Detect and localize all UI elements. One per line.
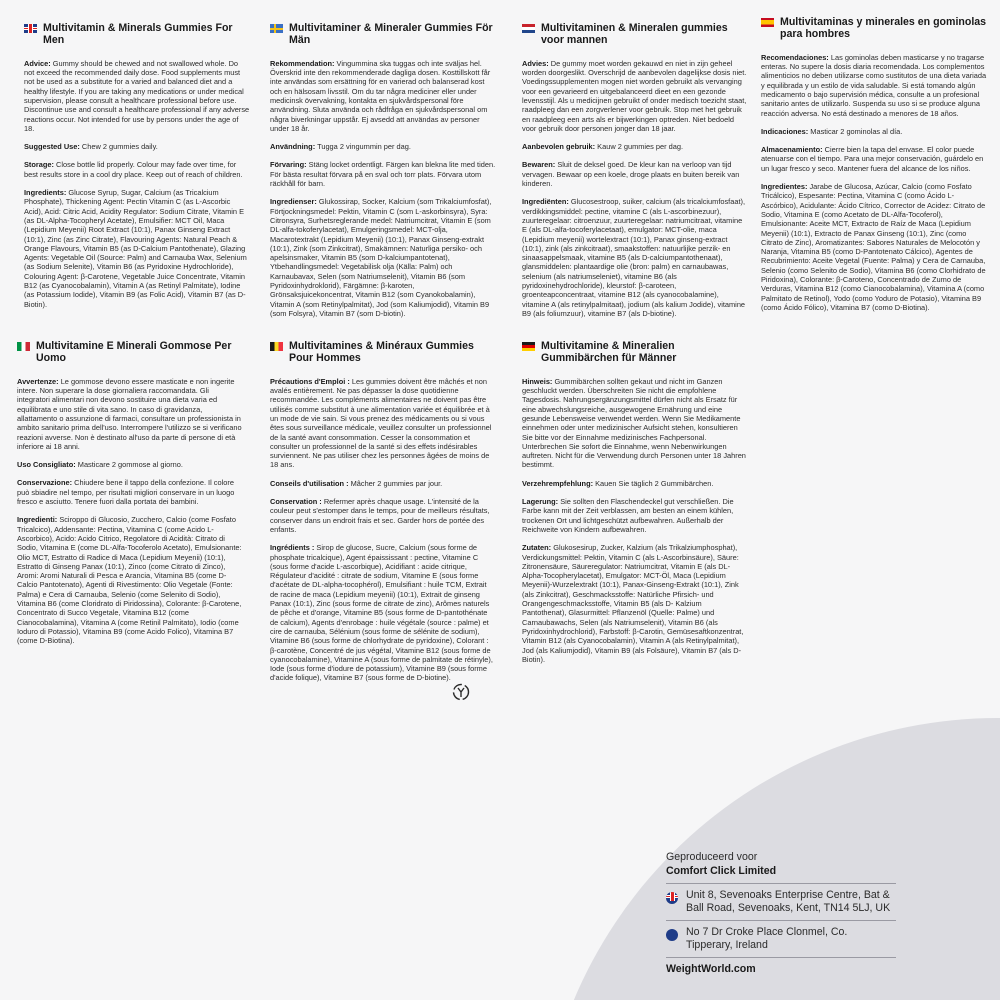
section-title: Multivitamin & Minerals Gummies For Men bbox=[43, 22, 233, 47]
storage-label: Storage: bbox=[24, 160, 54, 170]
storage-label: Conservation : bbox=[270, 497, 322, 507]
advice-text: Les gummies doivent être mâchés et non avalés entièrement. Ne pas dépasser la dose quotidienne recommandée. Les compléments alimentaires ne doivent pas être utilisés comme substitut à une alimentation variée et équilibrée et à un mode de vie sain. Si vous prenez des médicaments ou si vous êtes sous surveillance médicale, veuillez consulter un professionnel de la santé avant consommation. Cesser la consommation et consulter un professionnel de la santé si des effets indésirables surviennent. Ne pas utiliser chez les personnes âgées de moins de 18 ans. bbox=[270, 376, 492, 470]
storage-text: Sluit de deksel goed. De kleur kan na verloop van tijd vervagen. Bewaar op een koele, droge plaats en buiten bereik van kinderen. bbox=[522, 160, 740, 189]
use-text: Mâcher 2 gummies par jour. bbox=[350, 478, 443, 488]
germany-flag-icon bbox=[522, 342, 535, 351]
section-sv bbox=[270, 22, 496, 327]
ingredients-text: Glucose Syrup, Sugar, Calcium (as Tricalcium Phosphate), Thickening Agent: Pectin Vitamin C (as L-Ascorbic Acid), Acid: Citric Acid, Acidity Regulator: Sodium Citrate, Vitamin E (as DL-Alpha-Tocopheryl Acetate), Emulsifier: MCT Oil, Maca (Lepidium Meyenii) Root Extract (10:1), Panax Ginseng Extract (10:1), Zinc (as Zinc Citrate), Flavouring Agents: Natural Peach & Orange Flavours, Vitamin B5 (as D-Calcium Pantothenate), Glazing Agents: Vegetable Oil (Source: Palm) and Carnauba Wax, Selenium (as Sodium Selenite), Vitamin B6 (as Pyridoxine Hydrochloride), Colouring Agent: β-Carotene, Vegetable Juice Concentrate, Vitamin B12 (as Cyanocobalamin), Vitamin A (as Retinyl Palmitate), Iodine (as Potassium Iodide), Vitamin B9 (as Folic Acid), Vitamin B7 (as D- Biotin). bbox=[24, 188, 247, 309]
advice-paragraph bbox=[17, 377, 243, 451]
ingredients-label: Ingredienser: bbox=[270, 197, 317, 207]
ingredients-paragraph bbox=[522, 197, 748, 318]
use-label: Verzehrempfehlung: bbox=[522, 478, 594, 488]
use-label: Användning: bbox=[270, 142, 316, 152]
uk-flag-icon bbox=[24, 24, 37, 33]
advice-text: Gummibärchen sollten gekaut und nicht im Ganzen geschluckt werden. Überschreiten Sie nicht die empfohlene Tagesdosis. Nahrungsergänzungsmittel dürfen nicht als Ersatz für eine abwechslungsreiche, ausgewogene Ernährung und eine gesunde Lebensweise verwendet werden. Wenn Sie Medikamente einnehmen oder unter medizinischer Aufsicht stehen, konsultieren Sie bitte vor der Einnahme medizinisches Fachpersonal. Unterbrechen Sie sofort die Einnahme, wenn Nebenwirkungen auftreten. Nicht für die Verwendung durch Personen unter 18 Jahren bestimmt. bbox=[522, 376, 746, 470]
use-label: Aanbevolen gebruik: bbox=[522, 142, 596, 152]
use-label: Uso Consigliato: bbox=[17, 460, 76, 470]
ingredients-label: Ingredienti: bbox=[17, 515, 58, 525]
advice-paragraph bbox=[270, 59, 496, 133]
advice-label: Avvertenze: bbox=[17, 376, 59, 386]
spain-flag-icon bbox=[761, 18, 774, 27]
advice-label: Advice: bbox=[24, 58, 51, 68]
storage-paragraph bbox=[270, 497, 496, 534]
address-uk-text: Unit 8, Sevenoaks Enterprise Centre, Bat & Ball Road, Sevenoaks, Kent, TN14 5LJ, UK bbox=[686, 889, 891, 914]
ingredients-label: Ingrédients : bbox=[270, 543, 315, 553]
storage-label: Lagerung: bbox=[522, 497, 559, 507]
use-label: Indicaciones: bbox=[761, 126, 809, 136]
ingredients-paragraph bbox=[522, 543, 748, 664]
advice-paragraph bbox=[522, 59, 748, 133]
storage-text: Chiudere bene il tappo della confezione. Il colore può sbiadire nel tempo, per risultati migliori conservare in un luogo fresco e asciutto. Tenere fuori dalla portata dei bambini. bbox=[17, 478, 235, 507]
section-fr bbox=[270, 340, 496, 692]
use-paragraph bbox=[761, 127, 987, 136]
section-header bbox=[522, 340, 748, 365]
ingredients-paragraph bbox=[17, 515, 243, 645]
use-text: Chew 2 gummies daily. bbox=[81, 142, 158, 152]
advice-text: Las gominolas deben masticarse y no tragarse enteras. No supere la dosis diaria recomendada. Los complementos alimenticios no deben utilizarse como sustitutos de una dieta variada y equilibrada y un estilo de vida saludable. Si está tomando algún medicamento o bajo supervisión médica, consulte a un profesional sanitario antes de utilizarlo. Suspenda su uso si se produce alguna reacción adversa. No está destinado a menores de 18 años. bbox=[761, 52, 987, 118]
website-link[interactable]: WeightWorld.com bbox=[666, 963, 756, 975]
divider bbox=[666, 883, 896, 884]
advice-label: Rekommendation: bbox=[270, 58, 335, 68]
advice-text: De gummy moet worden gekauwd en niet in zijn geheel worden doorgeslikt. Overschrijd de aanbevolen dagelijkse dosis niet. Voedingssupplementen mogen niet worden gebruikt als vervanging voor een gevarieerd en uitgebalanceerd dieet en een gezonde levensstijl. Als u medicijnen gebruikt of onder medisch toezicht staat, raadpleeg dan een zorgverlener voor gebruik. Stop met het gebruik en raadpleeg een arts als er bijwerkingen optreden. Niet bedoeld voor gebruik door personen jonger dan 18 jaar. bbox=[522, 58, 747, 133]
address-ie-text: No 7 Dr Croke Place Clonmel, Co. Tipperary, Ireland bbox=[686, 926, 848, 951]
address-uk bbox=[666, 889, 896, 915]
eu-flag-icon bbox=[666, 929, 678, 941]
use-text: Kauen Sie täglich 2 Gummibärchen. bbox=[595, 478, 714, 488]
ingredients-text: Sciroppo di Glucosio, Zucchero, Calcio (come Fosfato Tricalcico), Addensante: Pectina, Vitamina C (come Acido L-Ascorbico), Acido: Acido Citrico, Regolatore di Acidità: Citrato di Sodio, Vitamina E (come DL-Alfa-Tocoferolo Acetato), Emulsionante: Olio MCT, Estratto di Radice di Maca (Lepidium Meyenii) (10:1), Estratto di Ginseng Panax (10:1), Zinco (come Citrato di Zinco), Aromi: Aromi Naturali di Pesca e Arancia, Vitamina B5 (come D-Calcio Pantotenato), Agenti di Rivestimento: Olio Vegetale (Fonte: Palma) e Cera di Carnauba, Selenio (come Selenito di Sodio), Vitamina B6 (come Cloridrato di Piridossina), Colorante: β-Carotene, Concentrato di Succo Vegetale, Vitamina B12 (come Cianocobalamina), Vitamina A (come Retinil Palmitato), Iodio (come Ioduro di Potassio), Vitamina B9 (come Acido Folico), Vitamina B7 (come D-Biotina). bbox=[17, 515, 242, 646]
ingredients-paragraph bbox=[24, 188, 250, 309]
ingredients-text: Glucosestroop, suiker, calcium (als tricalciumfosfaat), verdikkingsmiddel: pectine, vitamine C (als L-ascorbinezuur), zuurteregelaar: citroenzuur, zuurteregelaar: natriumcitraat, vitamine E (als DL-alfa-tocoferylacetaat), emulgator: MCT-olie, maca (Lepidium meyenii) wortelextract (10:1), Panax ginseng-extract (10:1), zink (als zinkcitraat), smaakstoffen: natuurlijke perzik- en sinaasappelsmaak, vitamine B5 (als D-calciumpantothenaat), glansmiddelen: plantaardige olie (bron: palm) en carnaubawas, selenium (als natriumseleniet), vitamine B6 (als pyridoxinehydrochloride), kleurstof: β-caroteen, groenteapconcentraat, vitamine B12 (als cyanocobalamine), vitamine A (als retinylpalmitaat), jodium (als kalium Jodide), vitamine B9 (als foliumzuur), vitamine B7 (als D-biotine). bbox=[522, 197, 746, 318]
storage-label: Conservazione: bbox=[17, 478, 73, 488]
storage-paragraph bbox=[24, 160, 250, 179]
ingredients-label: Ingrediënten: bbox=[522, 197, 569, 207]
advice-paragraph bbox=[270, 377, 496, 470]
use-paragraph bbox=[24, 142, 250, 151]
use-paragraph bbox=[522, 142, 748, 151]
use-paragraph bbox=[270, 479, 496, 488]
section-header bbox=[270, 22, 496, 47]
advice-paragraph bbox=[522, 377, 748, 470]
section-title: Multivitamines & Minéraux Gummies Pour Hommes bbox=[289, 340, 474, 365]
ingredients-paragraph bbox=[270, 543, 496, 682]
company-name: Comfort Click Limited bbox=[666, 865, 777, 877]
section-header bbox=[24, 22, 250, 47]
storage-label: Bewaren: bbox=[522, 160, 556, 170]
italy-flag-icon bbox=[17, 342, 30, 351]
advice-text: Gummy should be chewed and not swallowed whole. Do not exceed the recommended daily dose. Food supplements must not be used as a substitute for a varied and balanced diet and a healthy lifestyle. If you are taking any medications or under medical supervision, please consult a healthcare professional before use. Discontinue use and consult a healthcare professional if any adverse reactions occur. Not intended for use by persons under the age of 18. bbox=[24, 58, 250, 133]
section-header bbox=[17, 340, 243, 365]
ingredients-text: Sirop de glucose, Sucre, Calcium (sous forme de phosphate tricalcique), Agent épaississant : pectine, Vitamine C (sous forme d'acide L-ascorbique), Acidifiant : acide citrique, Régulateur d'acidité : citrate de sodium, Vitamine E (sous forme d'acétate de DL-alpha-tocophérol), Emulsifiant : huile TCM, Extrait de racine de maca (Lepidium meyenii) (10:1), Extrait de ginseng Panax (10:1), Zinc (sous forme de citrate de zinc), Arômes naturels de pêche et d'orange, Vitamine B5 (sous forme de D-pantothénate de calcium), Agents d'enrobage : huile végétale (source : palme) et cire de carnauba, Sélénium (sous forme de sélénite de sodium), Vitamine B6 (sous forme de chlorhydrate de pyridoxine), Colorant : β-carotène, Concentré de jus végétal, Vitamine B12 (sous forme de cyanocobalamine), Vitamine A (sous forme de palmitate de rétinyle), Iode (sous forme d'iodure de potassium), Vitamine B9 (sous forme d'acide folique), Vitamine B7 (sous forme de D-biotine). bbox=[270, 543, 493, 683]
use-text: Tugga 2 vingummin per dag. bbox=[317, 142, 411, 152]
use-paragraph bbox=[17, 460, 243, 469]
use-text: Masticare 2 gommose al giorno. bbox=[77, 460, 183, 470]
storage-label: Förvaring: bbox=[270, 160, 307, 170]
storage-paragraph bbox=[17, 478, 243, 506]
ingredients-paragraph bbox=[761, 182, 987, 312]
ingredients-text: Glukosesirup, Zucker, Kalzium (als Trikalziumphosphat), Verdickungsmittel: Pektin, Vitamin C (als L-Ascorbinsäure), Säure: Zitronensäure, Säureregulator: Natriumcitrat, Vitamin E (als DL-Alpha-Tocopherylacetat), Emulgator: MCT-Öl, Maca (Lepidium Meyenii)-Wurzelextrakt (10:1), Panax-Ginseng-Extrakt (10:1), Zink (als Zinkcitrat), Geschmacksstoffe: Natürliche Pfirsich- und Orangengeschmacksstoffe, Vitamin B5 (als D- Kalzium Pantothenat), Glasurmittel: Pflanzenöl (Quelle: Palme) und Carnaubawachs, Selen (als Natriumselenit), Vitamin B6 (als Pyridoxinhydrochlorid), Farbstoff: β-Carotin, Gemüsesaftkonzentrat, Vitamin B12 (als Cyanocobalamin), Vitamin A (als Retinylpalmitat), Jod (als Kaliumjodid), Vitamin B9 (als Folsäure), Vitamin B7 (als D-Biotin). bbox=[522, 543, 744, 664]
section-nl bbox=[522, 22, 748, 327]
ingredients-label: Zutaten: bbox=[522, 543, 552, 553]
use-label: Suggested Use: bbox=[24, 142, 80, 152]
storage-paragraph bbox=[761, 145, 987, 173]
use-paragraph bbox=[522, 479, 748, 488]
storage-label: Almacenamiento: bbox=[761, 145, 823, 155]
use-paragraph bbox=[270, 142, 496, 151]
advice-text: Vingummina ska tuggas och inte sväljas hel. Överskrid inte den rekommenderade dagliga dosen. Kosttillskott får inte användas som ersättning för en varierad och balanserad kost och en hälsosam livsstil. Om du tar några mediciner eller under medicinsk övervakning, kontakta en sjukvårdspersonal före användning. Sluta använda och rådfråga en sjukvårdspersonal om några biverkningar uppstår. Ej avsedd att användas av personer under 18 år. bbox=[270, 58, 491, 133]
belgium-flag-icon bbox=[270, 342, 283, 351]
ingredients-text: Jarabe de Glucosa, Azúcar, Calcio (como Fosfato Tricálcico), Espesante: Pectina, Vitamina C (como Ácido L-Ascórbico), Acidulante: Ácido Cítrico, Corrector de Acidez: Citrato de Sodio, Vitamina E (como Acetato de DL-Alfa-Tocoferol), Emulsionante: Aceite MCT, Extracto de Raíz de Maca (Lepidium Meyenii) (10:1), Extracto de Panax Ginseng (10:1), Zinc (como Citrato de Zinc), Aromatizantes: Sabores Naturales de Melocotón y Naranja, Vitamina B5 (como D-Pantotenato Cálcico), Agentes de Recubrimiento: Aceite Vegetal (Fuente: Palma) y Cera de Carnauba, Selenio (como Selenito de Sodio), Vitamina B6 (como Clorhidrato de Piridoxina), Colorante: β-Caroteno, Concentrado de Zumo de Verduras, Vitamina B12 (como Cianocobalamina), Vitamina A (como Palmitato de Retinol), Yodo (como Yoduro de Potasio), Vitamina B9 (como Ácido Fólico), Vitamina B7 (como D-Biotina). bbox=[761, 182, 986, 312]
section-header bbox=[761, 16, 987, 41]
storage-paragraph bbox=[270, 160, 496, 188]
section-title: Multivitaminen & Mineralen gummies voor mannen bbox=[541, 22, 728, 47]
ingredients-label: Ingredientes: bbox=[761, 182, 808, 192]
storage-paragraph bbox=[522, 497, 748, 534]
storage-text: Refermer après chaque usage. L'intensité de la couleur peut s'estomper dans le temps, pour de meilleurs résultats, conserver dans un endroit frais et sec. Garder hors de portée des enfants. bbox=[270, 497, 490, 534]
ingredients-text: Glukossirap, Socker, Kalcium (som Trikalciumfosfat), Förtjockningsmedel: Pektin, Vitamin C (som L-askorbinsyra), Syra: Citronsyra, Surhetsreglerande medel: Natriumcitrat, Vitamin E (som DL-alfa-tokoferylacetat), Emulgeringsmedel: MCT-olja, Macarotextrakt (Lepidium Meyenii) (10:1), Panax Ginseng-extrakt (10:1), Zink (som Zinkcitrat), Smakämnen: Naturliga persiko- och apelsinsmaker, Vitamin B5 (som D-kalciumpantotenat), Ytbehandlingsmedel: Vegetabilisk olja (Källa: Palm) och Karnaubavax, Selen (som Natriumselenit), Vitamin B6 (som Pyridoxinhydroklorid), Färgämne: β-karoten, Grönsaksjuicekoncentrat, Vitamin B12 (som Cyanokobalamin), Vitamin A (som Retinylpalmitat), Jod (som Kaliumjodid), Vitamin B9 (som Folsyra), Vitamin B7 (som D-biotin). bbox=[270, 197, 492, 318]
divider bbox=[666, 957, 896, 958]
sweden-flag-icon bbox=[270, 24, 283, 33]
netherlands-flag-icon bbox=[522, 24, 535, 33]
advice-label: Hinweis: bbox=[522, 376, 553, 386]
produced-for-label: Geproduceerd voor bbox=[666, 851, 758, 863]
section-it bbox=[17, 340, 243, 655]
uk-flag-icon bbox=[666, 892, 678, 904]
storage-text: Stäng locket ordentligt. Färgen kan blekna lite med tiden. För bästa resultat förvara på en sval och torr plats. Förvara utom räckhåll för barn. bbox=[270, 160, 496, 189]
ingredients-paragraph bbox=[270, 197, 496, 318]
section-en bbox=[24, 22, 250, 318]
use-text: Kauw 2 gummies per dag. bbox=[597, 142, 684, 152]
section-es bbox=[761, 16, 987, 321]
manufacturer-info bbox=[666, 851, 896, 976]
storage-text: Close bottle lid properly. Colour may fade over time, for best results store in a cool dry place. Keep out of reach of children. bbox=[24, 160, 243, 179]
storage-text: Sie sollten den Flaschendeckel gut verschließen. Die Farbe kann mit der Zeit verblassen, am besten an einem kühlen, trockenen Ort und lichtgeschützt aufbewahren. Außerhalb der Reichweite von Kindern aufbewahren. bbox=[522, 497, 734, 534]
advice-paragraph bbox=[761, 53, 987, 118]
advice-paragraph bbox=[24, 59, 250, 133]
advice-label: Recomendaciones: bbox=[761, 52, 829, 62]
section-title: Multivitamine E Minerali Gommose Per Uomo bbox=[36, 340, 232, 365]
advice-text: Le gommose devono essere masticate e non ingerite intere. Non superare la dose giornaliera raccomandata. Gli integratori alimentari non devono sostituire una dieta varia ed equilibrata e uno stile di vita sano. In caso di gravidanza, allattamento o assunzione di farmaci, consultare un professionista in ambito sanitario prima dell'uso. Interrompere l'utilizzo se si verificano reazioni avverse. Non è destinato all'uso da parte di persone di età inferiore ai 18 anni. bbox=[17, 376, 242, 451]
section-de bbox=[522, 340, 748, 673]
address-ie bbox=[666, 926, 896, 952]
section-title: Multivitaminer & Mineraler Gummies För Män bbox=[289, 22, 493, 47]
section-header bbox=[270, 340, 496, 365]
section-title: Multivitamine & Mineralien Gummibärchen für Männer bbox=[541, 340, 677, 365]
storage-paragraph bbox=[522, 160, 748, 188]
section-header bbox=[522, 22, 748, 47]
recycling-symbol-icon bbox=[452, 683, 470, 701]
use-label: Conseils d'utilisation : bbox=[270, 478, 349, 488]
storage-text: Cierre bien la tapa del envase. El color puede atenuarse con el tiempo. Para una mejor conservación, guárdelo en un lugar fresco y seco. Mantener fuera del alcance de los niños. bbox=[761, 145, 984, 173]
advice-label: Précautions d'Emploi : bbox=[270, 376, 350, 386]
use-text: Masticar 2 gominolas al día. bbox=[810, 126, 903, 136]
divider bbox=[666, 920, 896, 921]
ingredients-label: Ingredients: bbox=[24, 188, 67, 198]
section-title: Multivitaminas y minerales en gominolas para hombres bbox=[780, 16, 987, 41]
advice-label: Advies: bbox=[522, 58, 549, 68]
